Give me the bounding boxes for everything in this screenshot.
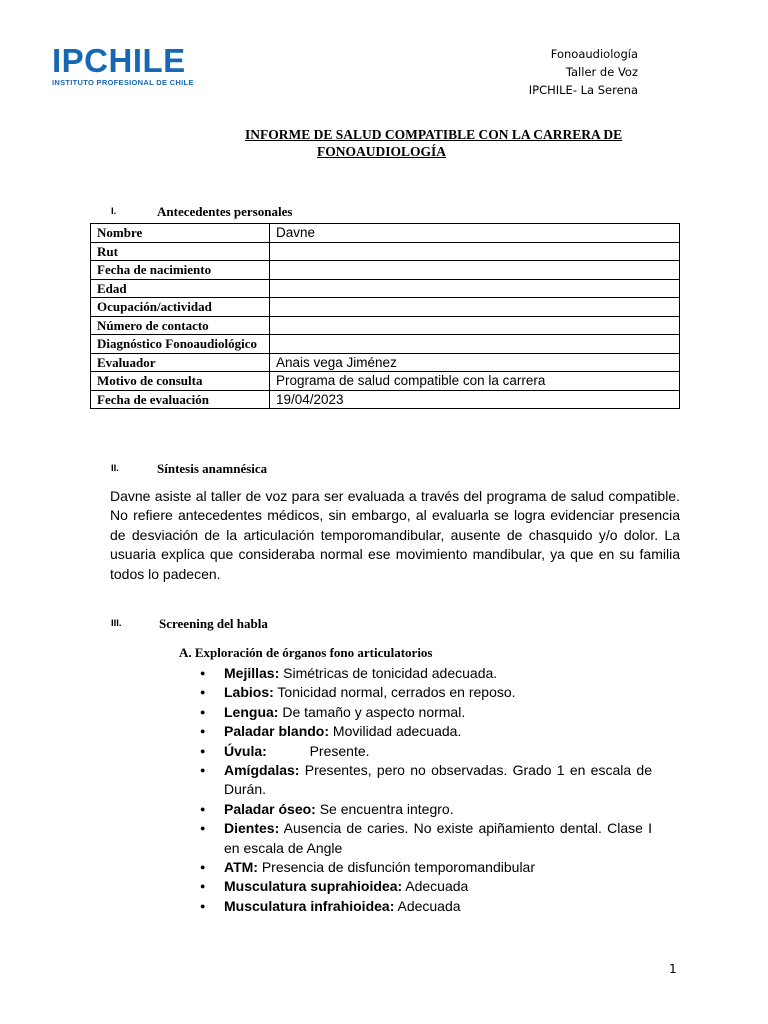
item-text: Se encuentra integro.: [315, 800, 454, 817]
list-item: [200, 819, 656, 858]
table-row: [91, 372, 680, 391]
row-label: Ocupación/actividad: [91, 298, 270, 317]
row-label: Diagnóstico Fonoaudiológico: [91, 335, 270, 354]
title-line-1: INFORME DE SALUD COMPATIBLE CON LA CARRERA DE: [245, 127, 623, 142]
list-item: [200, 800, 652, 819]
item-text: Presencia de disfunción temporomandibular: [257, 859, 535, 876]
item-text: Ausencia de caries. No existe apiñamiento dental. Clase I en escala de Angle: [224, 820, 656, 856]
section-1-number: I.: [111, 206, 117, 217]
list-item: [200, 722, 652, 741]
header-line-department: Fonoaudiología: [550, 47, 638, 61]
row-value: Anais vega Jiménez: [270, 353, 680, 372]
page-number: 1: [669, 962, 677, 976]
item-text: Adecuada: [394, 897, 461, 914]
item-label: Musculatura suprahioidea:: [224, 878, 403, 895]
subsection-a-heading: A. Exploración de órganos fono articulatorios: [179, 645, 433, 660]
list-item: [200, 664, 652, 683]
table-row: [91, 224, 680, 243]
item-label: Mejillas:: [224, 665, 280, 681]
row-label: Fecha de evaluación: [91, 390, 270, 409]
section-2-title: Síntesis anamnésica: [157, 461, 268, 476]
row-value: [270, 298, 680, 317]
anamnesis-paragraph: Davne asiste al taller de voz para ser evaluada a través del programa de salud compatible. No refiere antecedentes médicos, sin embargo, al evaluarla se logra evidenciar presencia de desviación de la articulación temporomandibular, ausente de chasquido y/o dolor. La usuaria explica que consideraba normal ese movimiento mandibular, ya que en su familia todos lo padecen.: [110, 488, 680, 582]
section-3-number: III.: [111, 618, 122, 629]
row-label: Número de contacto: [91, 316, 270, 335]
header-line-workshop: Taller de Voz: [565, 65, 638, 79]
row-label: Motivo de consulta: [91, 372, 270, 391]
row-label: Nombre: [91, 224, 270, 243]
exploration-list: [200, 664, 656, 916]
item-label: Paladar blando:: [224, 723, 330, 740]
section-3-title: Screening del habla: [159, 616, 268, 631]
section-1-title: Antecedentes personales: [157, 204, 293, 219]
row-value: [270, 316, 680, 335]
row-value: [270, 261, 680, 280]
row-label: Rut: [91, 242, 270, 261]
document-title: [245, 126, 645, 160]
logo-wordmark: IPCHILE: [52, 42, 186, 79]
item-label: Labios:: [224, 684, 274, 701]
list-item: [200, 703, 652, 722]
row-label: Fecha de nacimiento: [91, 261, 270, 280]
list-item: [200, 858, 652, 877]
logo-subtitle: INSTITUTO PROFESIONAL DE CHILE: [52, 78, 194, 87]
row-value: [270, 242, 680, 261]
list-item: [200, 877, 652, 896]
list-item: [200, 897, 652, 916]
section-2-number: II.: [111, 463, 119, 474]
row-label: Evaluador: [91, 353, 270, 372]
item-text: Tonicidad normal, cerrados en reposo.: [273, 684, 516, 701]
table-row: [91, 335, 680, 354]
ipchile-logo: [52, 44, 194, 88]
table-row: [91, 298, 680, 317]
row-value: 19/04/2023: [270, 390, 680, 409]
table-row: [91, 390, 680, 409]
list-item: [200, 761, 656, 800]
header-line-campus: IPCHILE- La Serena: [528, 83, 638, 97]
item-label: ATM:: [224, 859, 258, 876]
item-label: Úvula:: [224, 742, 267, 759]
table-row: [91, 316, 680, 335]
list-item: [200, 683, 652, 702]
item-label: Paladar óseo:: [224, 800, 316, 817]
item-label: Musculatura infrahioidea:: [224, 897, 395, 914]
row-value: [270, 279, 680, 298]
table-row: [91, 279, 680, 298]
table-row: [91, 261, 680, 280]
list-item: [200, 742, 652, 761]
item-label: Lengua:: [224, 703, 279, 720]
item-text: De tamaño y aspecto normal.: [278, 703, 466, 720]
item-text: Adecuada: [402, 878, 469, 895]
item-text: Simétricas de tonicidad adecuada.: [279, 665, 498, 681]
title-line-2: FONOAUDIOLOGÍA: [317, 144, 447, 159]
row-value: Davne: [270, 224, 680, 243]
item-label: Amígdalas:: [224, 762, 300, 779]
item-label: Dientes:: [224, 820, 280, 837]
row-value: Programa de salud compatible con la carrera: [270, 372, 680, 391]
personal-data-table: [90, 223, 680, 409]
row-value: [270, 335, 680, 354]
item-text: Presentes, pero no observadas. Grado 1 en escala de Durán.: [224, 762, 656, 798]
item-text: Presente.: [266, 742, 370, 759]
item-text: Movilidad adecuada.: [329, 723, 462, 740]
table-row: [91, 353, 680, 372]
table-row: [91, 242, 680, 261]
row-label: Edad: [91, 279, 270, 298]
header-info: [529, 45, 638, 99]
